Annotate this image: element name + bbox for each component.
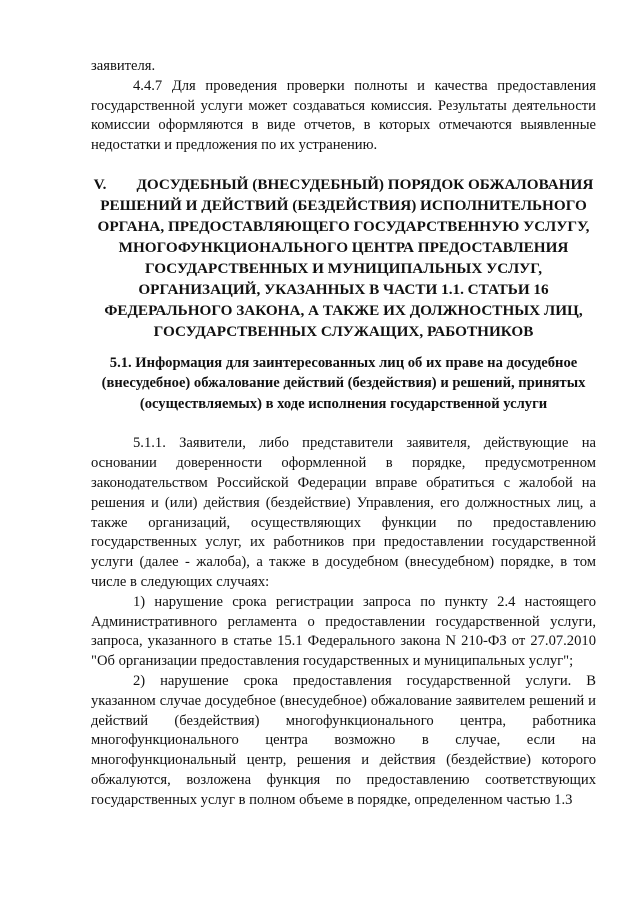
continued-text: заявителя.: [91, 58, 156, 74]
clause-5-1-1: 5.1.1. Заявители, либо представители заявителя, действующие на основании доверенности оформленной в порядке, предусмотренном законодательством Российской Федерации вправе обратиться с жалобой на решения и (или) действия (бездействие) Управления, его должностных лиц, а также организаций, осуществляющих функции по предоставлению государственных услуг, их работников при предоставлении государственной услуги (далее - жалоба), а также в досудебном (внесудебном) порядке, в том числе в следующих случаях:: [91, 435, 596, 591]
subsection-5-1-heading: 5.1. Информация для заинтересованных лиц об их праве на досудебное (внесудебное) обжалование действий (бездействия) и решений, принятых (осуществляемых) в ходе исполнения государственной услуги: [101, 354, 586, 412]
list-item-1: 1) нарушение срока регистрации запроса по пункту 2.4 настоящего Административного регламента о предоставлении государственной услуги, запроса, указанного в статье 15.1 Федерального закона N 210-ФЗ от 27.07.2010 "Об организации предоставления государственных и муниципальных услуг";: [91, 593, 596, 670]
section-number: V.: [93, 175, 107, 193]
section-title: ДОСУДЕБНЫЙ (ВНЕСУДЕБНЫЙ) ПОРЯДОК ОБЖАЛОВАНИЯ РЕШЕНИЙ И ДЕЙСТВИЙ (БЕЗДЕЙСТВИЯ) ИСПОЛНИТЕЛЬНОГО ОРГАНА, ПРЕДОСТАВЛЯЮЩЕГО ГОСУДАРСТВЕННУЮ УСЛУГУ, МНОГОФУНКЦИОНАЛЬНОГО ЦЕНТРА ПРЕДОСТАВЛЕНИЯ ГОСУДАРСТВЕННЫХ И МУНИЦИПАЛЬНЫХ УСЛУГ, ОРГАНИЗАЦИЙ, УКАЗАННЫХ В ЧАСТИ 1.1. СТАТЬИ 16 ФЕДЕРАЛЬНОГО ЗАКОНА, А ТАКЖЕ ИХ ДОЛЖНОСТНЫХ ЛИЦ, ГОСУДАРСТВЕННЫХ СЛУЖАЩИХ, РАБОТНИКОВ: [97, 175, 594, 340]
list-item-2: 2) нарушение срока предоставления государственной услуги. В указанном случае досудебное (внесудебное) обжалование заявителем решений и действий (бездействия) многофункционального центра, работника многофункционального центра возможно в случае, если на многофункциональный центр, решения и действия (бездействие) которого обжалуются, возложена функция по предоставлению соответствующих государственных услуг в полном объеме в порядке, определенном частью 1.3: [91, 673, 596, 808]
section-v-heading: [91, 174, 596, 342]
clause-4-4-7: 4.4.7 Для проведения проверки полноты и качества предоставления государственной услуги может создаваться комиссия. Результаты деятельности комиссии оформляются в виде отчетов, в которых отмечаются выявленные недостатки и предложения по их устранению.: [91, 77, 596, 154]
body-text: [91, 434, 596, 810]
